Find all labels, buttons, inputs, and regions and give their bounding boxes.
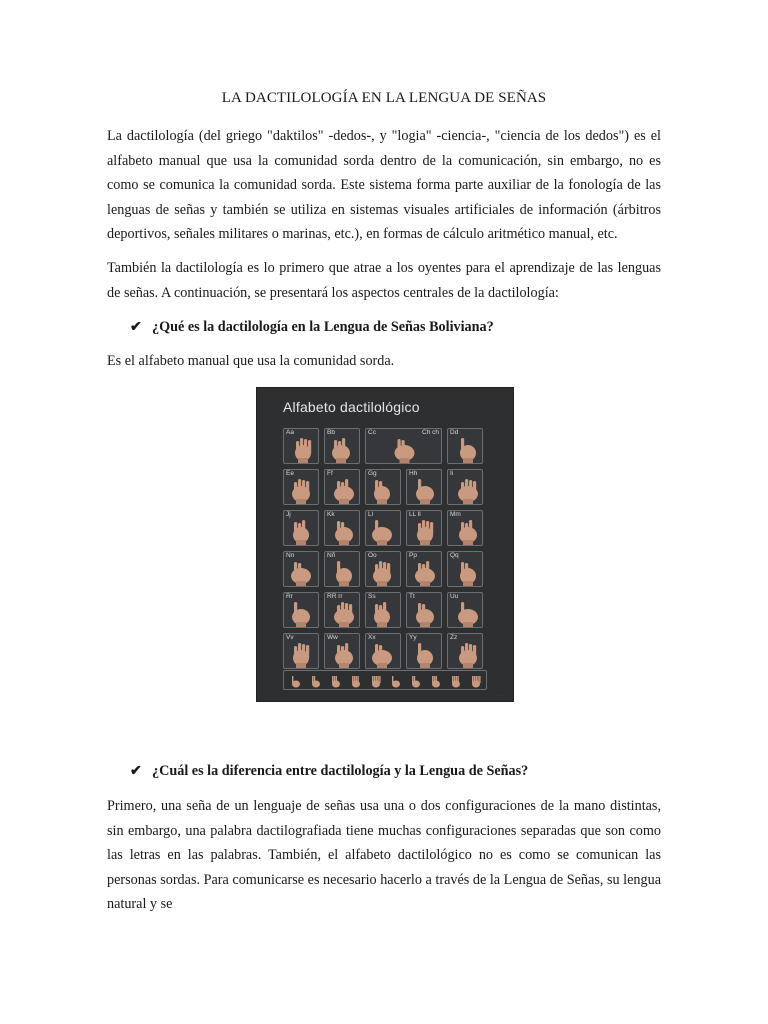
hand-sign-tile <box>283 592 319 628</box>
bullet-question-2 <box>130 761 528 781</box>
letter-label: Ch ch <box>422 429 439 436</box>
hand-sign-tile <box>324 428 360 464</box>
letter-label: Hh <box>409 470 418 477</box>
hand-sign-tile <box>406 469 442 505</box>
letter-label: Oo <box>368 552 377 559</box>
letter-label: Cc <box>368 429 376 436</box>
hand-sign-tile <box>365 633 401 669</box>
letter-label: Qq <box>450 552 459 559</box>
bullet-text: ¿Qué es la dactilología en la Lengua de Señas Boliviana? <box>152 319 494 335</box>
hand-sign-tile <box>447 469 483 505</box>
letter-label: Kk <box>327 511 335 518</box>
letter-label: Ee <box>286 470 294 477</box>
paragraph-answer-1: Es el alfabeto manual que usa la comunidad sorda. <box>107 353 395 369</box>
letter-label: Zz <box>450 634 458 641</box>
letter-label: Uu <box>450 593 459 600</box>
letter-label: Aa <box>286 429 294 436</box>
hand-sign-tile <box>447 551 483 587</box>
number-hand-icon <box>468 674 484 688</box>
hand-sign-icon <box>448 470 483 505</box>
alphabet-poster-image <box>257 388 513 701</box>
letter-label: Ww <box>327 634 338 641</box>
letter-label: Ff <box>327 470 333 477</box>
letter-label: Rr <box>286 593 293 600</box>
hand-sign-tile <box>365 592 401 628</box>
number-hand-icon <box>348 674 364 688</box>
hand-sign-tile <box>324 633 360 669</box>
letter-label: Ll <box>368 511 374 518</box>
checkmark-icon: ✔ <box>130 319 142 335</box>
letter-label: Vv <box>286 634 294 641</box>
document-title: LA DACTILOLOGÍA EN LA LENGUA DE SEÑAS <box>221 90 547 106</box>
hand-sign-tile <box>283 551 319 587</box>
letter-label: Jj <box>286 511 291 518</box>
number-hand-icon <box>368 674 384 688</box>
letter-label: Tt <box>409 593 415 600</box>
hand-sign-tile <box>365 551 401 587</box>
letter-label: Ii <box>450 470 454 477</box>
hand-sign-tile <box>447 510 483 546</box>
poster-footnote: ····· <box>498 693 503 697</box>
number-hand-icon <box>448 674 464 688</box>
hand-sign-tile <box>365 428 442 464</box>
hand-sign-tile <box>283 428 319 464</box>
hand-sign-tile <box>406 592 442 628</box>
hand-sign-tile <box>283 633 319 669</box>
letter-label: Yy <box>409 634 417 641</box>
number-hand-icon <box>388 674 404 688</box>
hand-sign-tile <box>365 510 401 546</box>
hand-sign-tile <box>324 592 360 628</box>
paragraph-difference: Primero, una seña de un lenguaje de señas usa una o dos configuraciones de la mano distintas, sin embargo, una palabra dactilografiada tiene muchas configuraciones separadas que son como las letras en las palabras. También, el alfabeto dactilológico no es como se comunican las personas sordas. Para comunicarse es necesario hacerlo a través de la Lengua de Señas, su lengua natural y se <box>107 798 661 912</box>
hand-sign-tile <box>447 592 483 628</box>
number-hand-icon <box>328 674 344 688</box>
hand-sign-tile <box>365 469 401 505</box>
letter-label: Ss <box>368 593 376 600</box>
hand-sign-tile <box>447 633 483 669</box>
number-hand-icon <box>308 674 324 688</box>
letter-label: Gg <box>368 470 377 477</box>
letter-label: Dd <box>450 429 459 436</box>
bullet-question-1 <box>130 317 494 337</box>
letter-label: Nn <box>286 552 295 559</box>
hand-sign-tile <box>447 428 483 464</box>
number-hand-icon <box>428 674 444 688</box>
letter-label: LL ll <box>409 511 421 518</box>
number-hand-icon <box>288 674 304 688</box>
paragraph-attraction: También la dactilología es lo primero que atrae a los oyentes para el aprendizaje de las lenguas de señas. A continuación, se presentará los aspectos centrales de la dactilología: <box>107 260 661 301</box>
hand-sign-tile <box>324 551 360 587</box>
number-hand-icon <box>408 674 424 688</box>
hand-sign-tile <box>406 510 442 546</box>
letter-label: Bb <box>327 429 335 436</box>
hand-sign-tile <box>406 633 442 669</box>
hand-sign-tile <box>283 469 319 505</box>
letter-label: Xx <box>368 634 376 641</box>
paragraph-intro: La dactilología (del griego "daktilos" -dedos-, y "logia" -ciencia-, "ciencia de los dedos") es el alfabeto manual que usa la comunidad sorda dentro de la comunicación, sin embargo, no es como se comunica la comunidad sorda. Este sistema forma parte auxiliar de la fonología de las lenguas de señas y también se utiliza en sistemas visuales artificiales de información (árbitros deportivos, señales militares o marinas, etc.), en formas de cálculo aritmético manual, etc. <box>107 128 661 242</box>
checkmark-icon: ✔ <box>130 763 142 779</box>
bullet-text: ¿Cuál es la diferencia entre dactilología y la Lengua de Señas? <box>152 763 529 779</box>
hand-sign-tile <box>324 469 360 505</box>
letter-label: RR rr <box>327 593 343 600</box>
letter-label: Mm <box>450 511 461 518</box>
letter-label: Pp <box>409 552 417 559</box>
letter-label: Ññ <box>327 552 336 559</box>
hand-sign-tile <box>324 510 360 546</box>
poster-title: Alfabeto dactilológico <box>283 399 420 415</box>
hand-sign-tile <box>283 510 319 546</box>
numbers-strip <box>283 670 487 690</box>
hand-sign-tile <box>406 551 442 587</box>
